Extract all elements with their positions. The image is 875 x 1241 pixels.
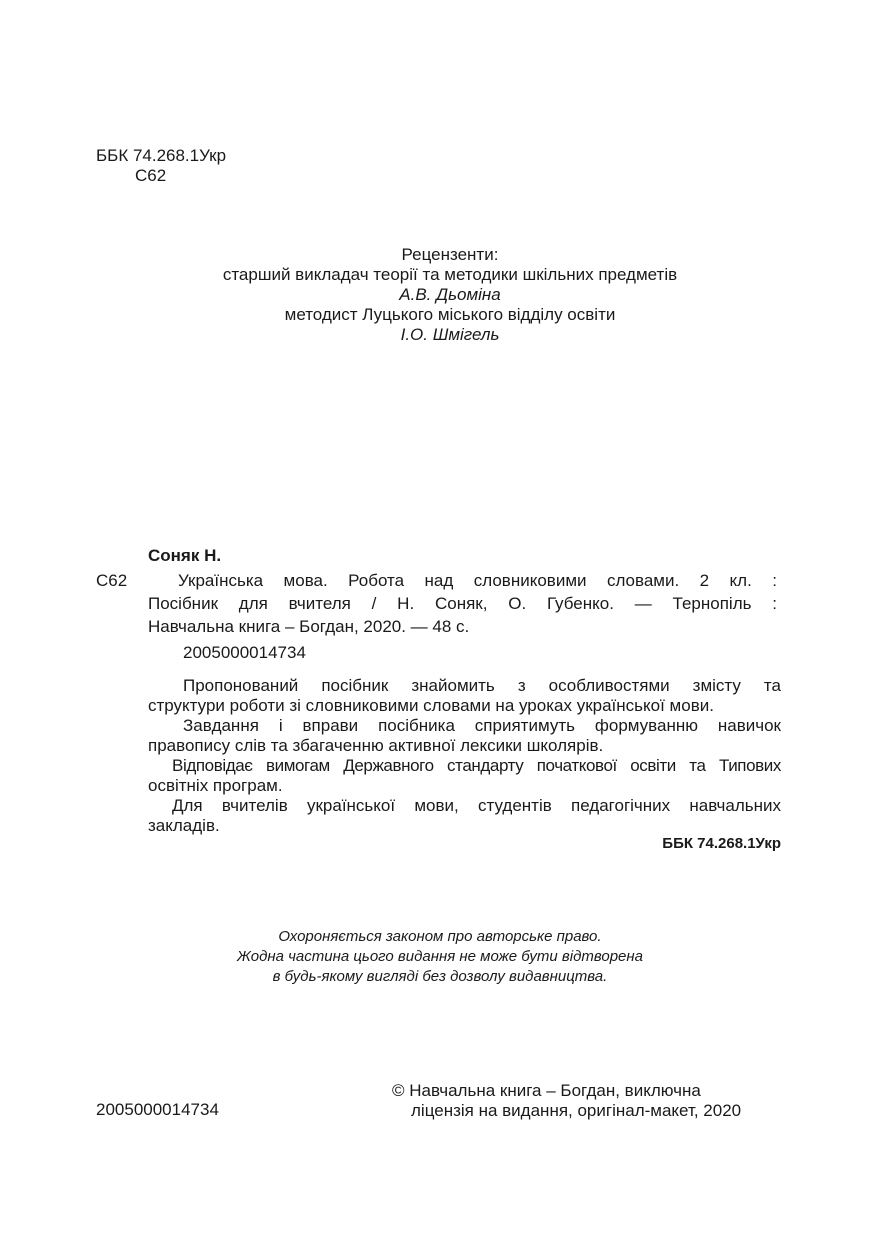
reviewers-block — [120, 245, 780, 345]
copyright-notice-line1: Охороняється законом про авторське право. — [278, 928, 602, 945]
copyright-notice-line2: Жодна частина цього видання не може бути відтворена — [237, 948, 643, 965]
copyright-notice — [110, 927, 770, 987]
publisher-line2: ліцензія на видання, оригінал-макет, 2020 — [411, 1101, 742, 1120]
annotation-p2-line2: правопису слів та збагаченню активної лексики школярів. — [148, 736, 604, 755]
annotation-p2-line1: Завдання і вправи посібника сприятимуть формуванню навичок — [183, 716, 781, 735]
annotation-p1-line1: Пропонований посібник знайомить з особливостями змісту та — [183, 676, 781, 695]
catalog-title-line2: Посібник для вчителя / Н. Соняк, О. Губенко. — Тернопіль : — [148, 594, 777, 613]
reviewer2-name: І.О. Шмігель — [400, 325, 500, 344]
annotation-p4-line2: закладів. — [148, 816, 220, 835]
annotation-p4-line1: Для вчителів української мови, студентів педагогічних навчальних — [172, 796, 781, 815]
annotation-p3-line1: Відповідає вимогам Державного стандарту початкової освіти та Типових — [172, 756, 781, 775]
reviewers-heading: Рецензенти: — [401, 245, 499, 264]
bbk-code: ББК 74.268.1Укр — [96, 146, 227, 165]
copyright-notice-line3: в будь-якому вигляді без дозволу видавництва. — [272, 968, 608, 985]
catalog-author: Соняк Н. — [148, 546, 222, 565]
annotation-p1-line2: структури роботи зі словниковими словами на уроках української мови. — [148, 696, 714, 715]
author-mark: С62 — [135, 166, 167, 185]
publisher-line1: © Навчальна книга – Богдан, виключна — [392, 1081, 701, 1100]
reviewer1-name: А.В. Дьоміна — [399, 285, 501, 304]
catalog-mark: С62 — [96, 571, 128, 590]
catalog-title-line3: Навчальна книга – Богдан, 2020. — 48 с. — [148, 617, 470, 636]
catalog-title-line1: Українська мова. Робота над словниковими словами. 2 кл. : — [178, 571, 777, 590]
barcode-number: 2005000014734 — [96, 1100, 219, 1119]
reviewer2-position: методист Луцького міського відділу освіти — [284, 305, 616, 324]
annotation-p3-line2: освітніх програм. — [148, 776, 283, 795]
reviewer1-position: старший викладач теорії та методики шкільних предметів — [222, 265, 678, 284]
annotation-bbk-code: ББК 74.268.1Укр — [662, 835, 781, 852]
catalog-isbn: 2005000014734 — [183, 643, 306, 662]
